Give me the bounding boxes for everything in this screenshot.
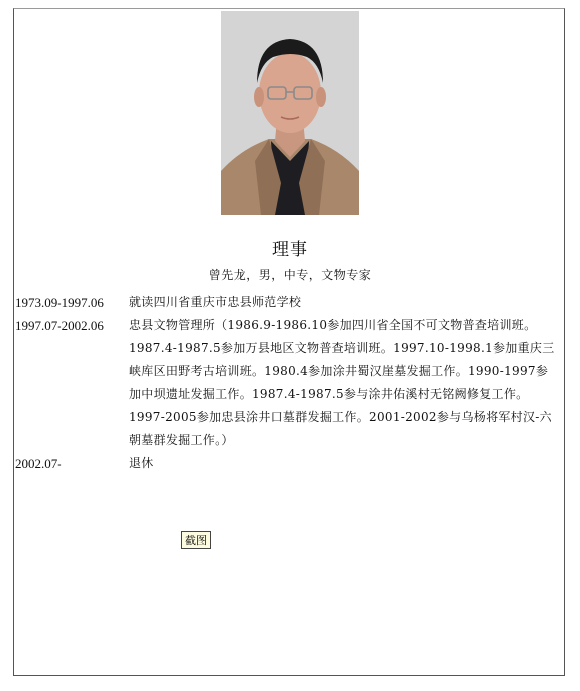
timeline-row — [14, 452, 566, 475]
resume-timeline — [14, 291, 566, 475]
timeline-description: 退休 — [129, 456, 154, 470]
profile-role: 理事 — [272, 240, 308, 260]
timeline-period: 1973.09-1997.06 — [15, 295, 104, 310]
screenshot-button[interactable]: 截图 — [181, 531, 211, 549]
timeline-row — [14, 291, 566, 314]
timeline-description: 忠县文物管理所（1986.9-1986.10参加四川省全国不可文物普查培训班。1987.4-1987.5参加万县地区文物普查培训班。1997.10-1998.1参加重庆三峡库区田野考古培训班。1980.4参加涂井蜀汉崖墓发掘工作。1990-1997参加中坝遗址发掘工作。1987.4-1987.5参与涂井佑溪村无铭阙修复工作。1997-2005参加忠县涂井口墓群发掘工作。2001-2002参与乌杨将军村汉-六朝墓群发掘工作。） — [129, 318, 555, 447]
timeline-period: 2002.07- — [15, 456, 62, 471]
portrait-photo — [221, 11, 359, 215]
profile-card — [13, 8, 565, 676]
profile-subtitle: 曾先龙，男，中专，文物专家 — [208, 268, 372, 282]
timeline-period: 1997.07-2002.06 — [15, 318, 104, 333]
timeline-description: 就读四川省重庆市忠县师范学校 — [129, 295, 302, 309]
timeline-row — [14, 314, 566, 452]
portrait-image — [221, 11, 359, 215]
